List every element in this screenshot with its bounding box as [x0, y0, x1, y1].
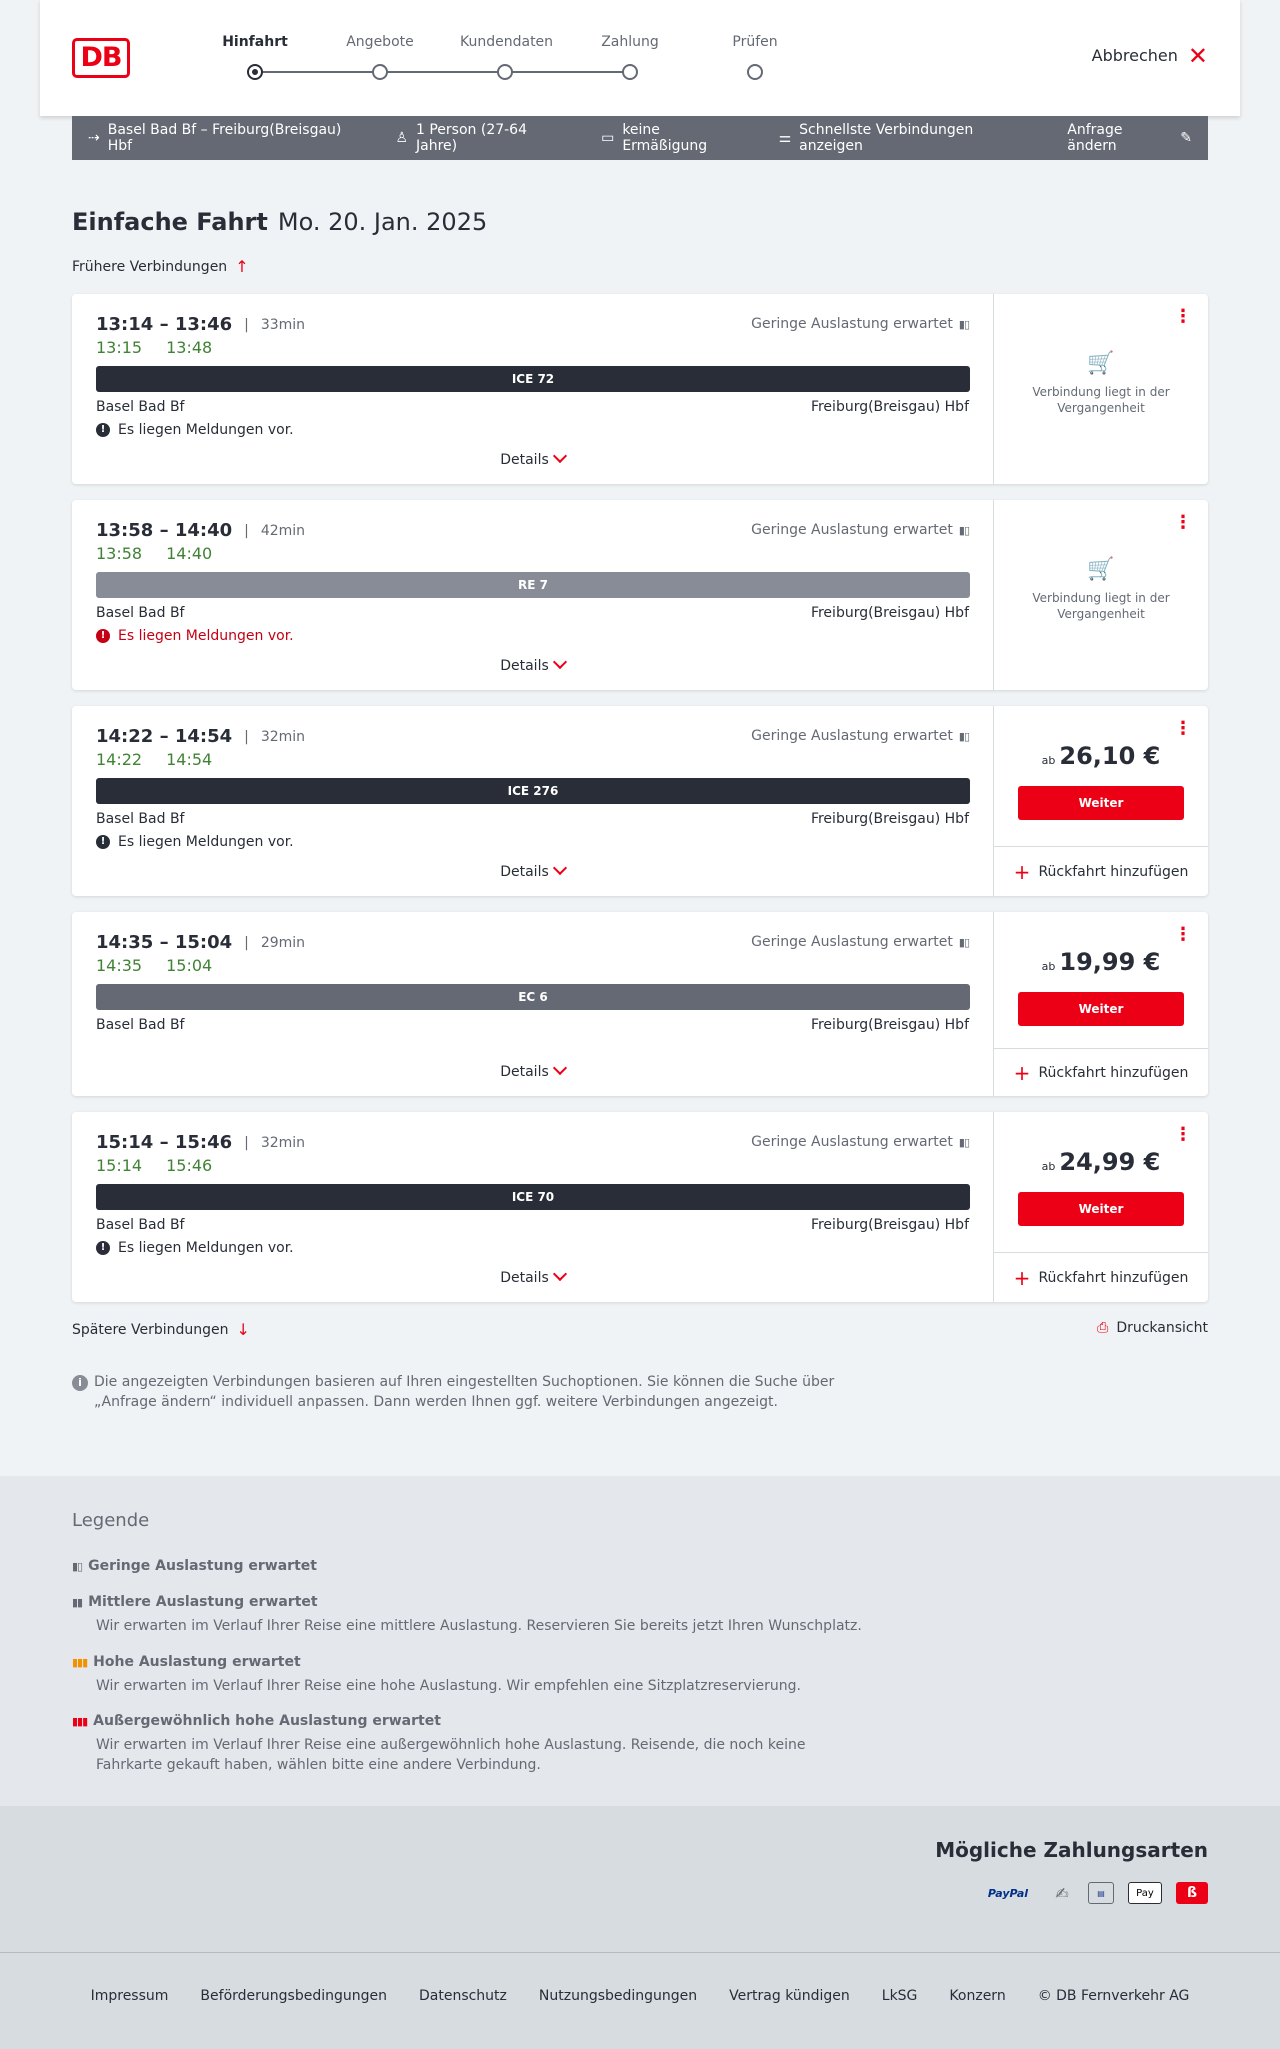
past-connection-notice [994, 557, 1208, 622]
duration: 42min [260, 522, 306, 539]
footer-link-lksg[interactable]: LkSG [881, 1988, 918, 2004]
connection-card [72, 706, 1208, 896]
legend-item-title [72, 1654, 872, 1670]
connection-card [72, 912, 1208, 1096]
sliders-icon: ⚌ [778, 130, 792, 146]
connection-card [72, 1112, 1208, 1302]
step-dot [622, 64, 638, 80]
legend-item-title [72, 1594, 872, 1610]
realtime-times [96, 750, 212, 769]
more-options-icon[interactable]: ⋮ [1174, 1124, 1192, 1145]
step-angebote [335, 34, 425, 80]
plus-icon: + [1013, 1265, 1031, 1290]
realtime-arrival: 15:46 [166, 1156, 213, 1175]
price [994, 1148, 1208, 1176]
cancel-button[interactable] [1091, 41, 1208, 70]
price-prefix: ab [1041, 1160, 1056, 1173]
realtime-departure: 14:22 [96, 750, 143, 769]
plus-icon: + [1013, 1060, 1031, 1085]
apple-pay-label: Pay [1136, 1887, 1154, 1899]
search-info-note [72, 1372, 852, 1412]
departure-station: Basel Bad Bf [96, 811, 185, 827]
details-label: Details [500, 658, 549, 674]
connection-info [72, 500, 994, 690]
passenger-summary [395, 122, 567, 154]
route-text: Basel Bad Bf – Freiburg(Breisgau) Hbf [107, 122, 342, 154]
connection-info [72, 912, 994, 1096]
alert-icon: ! [96, 835, 110, 849]
step-hinfahrt [210, 34, 300, 80]
realtime-departure: 14:35 [96, 956, 143, 975]
connection-times [96, 520, 305, 541]
later-connections-link[interactable] [72, 1320, 250, 1339]
add-return-label: Rückfahrt hinzufügen [1038, 863, 1189, 880]
info-text: Die angezeigten Verbindungen basieren auf Ihren eingestellten Suchoptionen. Sie können die Suche über „Anfrage ändern“ individuell anpassen. Dann werden Ihnen ggf. weitere Verbindungen angezeigt. [94, 1374, 835, 1410]
close-icon: ✕ [1187, 41, 1208, 70]
details-label: Details [500, 1270, 549, 1286]
continue-button[interactable]: Weiter [1018, 992, 1184, 1026]
db-card-icon: ß [1176, 1882, 1208, 1904]
train-bar[interactable]: ICE 72 [96, 366, 970, 392]
occupancy-medium-icon: ▮▮ [72, 1595, 83, 1609]
departure-station: Basel Bad Bf [96, 1017, 185, 1033]
notice-text: Es liegen Meldungen vor. [118, 834, 294, 850]
duration: 32min [260, 728, 306, 745]
occupancy-info[interactable] [751, 522, 969, 538]
price-prefix: ab [1041, 960, 1056, 973]
details-toggle[interactable] [72, 1270, 993, 1286]
step-dot [747, 64, 763, 80]
change-request-button[interactable] [1067, 122, 1192, 154]
price-prefix: ab [1041, 754, 1056, 767]
details-toggle[interactable] [72, 864, 993, 880]
add-return-label: Rückfahrt hinzufügen [1038, 1064, 1189, 1081]
info-icon: i [72, 1375, 88, 1391]
more-options-icon[interactable]: ⋮ [1174, 718, 1192, 739]
duration: 29min [260, 934, 306, 951]
occupancy-info[interactable] [751, 934, 969, 950]
footer-link-vertrag-kuendigen[interactable]: Vertrag kündigen [729, 1988, 850, 2004]
legend-item-high [72, 1654, 872, 1696]
price [994, 948, 1208, 976]
travel-date: Mo. 20. Jan. 2025 [277, 208, 488, 236]
notice-text: Es liegen Meldungen vor. [118, 422, 294, 438]
past-connection-notice [994, 351, 1208, 416]
cancel-label: Abbrechen [1091, 46, 1178, 65]
train-bar[interactable]: EC 6 [96, 984, 970, 1010]
connection-times [96, 932, 305, 953]
occupancy-low-icon: ▮▯ [958, 729, 969, 743]
price-value: 24,99 € [1059, 1148, 1161, 1176]
notice [96, 1240, 294, 1256]
occupancy-low-icon: ▮▯ [958, 935, 969, 949]
plus-icon: + [1013, 859, 1031, 884]
legend-item-desc: Wir erwarten im Verlauf Ihrer Reise eine mittlere Auslastung. Reservieren Sie bereits jetzt Ihren Wunschplatz. [96, 1618, 862, 1634]
person-icon: ♙ [395, 130, 408, 146]
step-dot [247, 64, 263, 80]
option-text: Schnellste Verbindungen anzeigen [799, 122, 974, 154]
change-request-label: Anfrage ändern [1067, 122, 1123, 154]
planned-times: 14:35 – 15:04 [96, 932, 233, 953]
occupancy-text: Geringe Auslastung erwartet [751, 522, 953, 538]
occupancy-text: Geringe Auslastung erwartet [751, 728, 953, 744]
legend-item-label: Hohe Auslastung erwartet [93, 1654, 301, 1670]
arrow-down-icon: ↓ [236, 1320, 250, 1339]
notice [96, 422, 294, 438]
passenger-text: 1 Person (27-64 Jahre) [416, 122, 527, 154]
steps-line [250, 71, 625, 73]
occupancy-very-high-icon: ▮▮▮ [72, 1714, 88, 1728]
arrow-up-icon: ↑ [235, 257, 249, 276]
legend-item-medium [72, 1594, 872, 1636]
occupancy-high-icon: ▮▮▮ [72, 1655, 88, 1669]
pencil-icon: ✎ [1180, 130, 1192, 146]
progress-steps [210, 34, 778, 84]
train-bar[interactable]: ICE 70 [96, 1184, 970, 1210]
legend-item-label: Mittlere Auslastung erwartet [88, 1594, 318, 1610]
occupancy-text: Geringe Auslastung erwartet [751, 316, 953, 332]
trip-type: Einfache Fahrt [72, 208, 268, 236]
realtime-times [96, 544, 212, 563]
connection-info [72, 706, 994, 896]
alert-icon: ! [96, 1241, 110, 1255]
price [994, 742, 1208, 770]
realtime-arrival: 14:40 [166, 544, 213, 563]
step-label: Prüfen [732, 34, 778, 50]
train-bar[interactable]: ICE 276 [96, 778, 970, 804]
footer [0, 1952, 1280, 2049]
footer-link-befoerderungsbedingungen[interactable]: Beförderungsbedingungen [200, 1988, 387, 2004]
occupancy-low-icon: ▮▯ [72, 1559, 83, 1573]
planned-times: 15:14 – 15:46 [96, 1132, 233, 1153]
step-zahlung [585, 34, 675, 80]
step-label: Hinfahrt [222, 34, 288, 50]
chevron-down-icon [553, 861, 567, 875]
realtime-times [96, 956, 212, 975]
duration: 33min [260, 316, 306, 333]
connection-card [72, 500, 1208, 690]
arrival-station: Freiburg(Breisgau) Hbf [810, 1217, 969, 1233]
step-label: Kundendaten [460, 34, 554, 50]
continue-button[interactable]: Weiter [1018, 786, 1184, 820]
earlier-connections-link[interactable] [72, 257, 249, 276]
details-toggle[interactable] [72, 452, 993, 468]
occupancy-low-icon: ▮▯ [958, 1135, 969, 1149]
discount-summary [601, 122, 745, 154]
offer-panel [994, 294, 1208, 484]
details-label: Details [500, 864, 549, 880]
step-label: Zahlung [601, 34, 659, 50]
details-label: Details [500, 452, 549, 468]
offer-panel [994, 912, 1208, 1096]
option-summary [779, 122, 1034, 154]
departure-station: Basel Bad Bf [96, 399, 185, 415]
chevron-down-icon [553, 1267, 567, 1281]
step-dot [497, 64, 513, 80]
connection-times [96, 1132, 305, 1153]
arrival-station: Freiburg(Breisgau) Hbf [810, 399, 969, 415]
later-connections-label: Spätere Verbindungen [72, 1321, 229, 1338]
footer-link-nutzungsbedingungen[interactable]: Nutzungsbedingungen [538, 1988, 698, 2004]
route-summary [88, 122, 361, 154]
details-label: Details [500, 1064, 549, 1080]
connection-times [96, 726, 305, 747]
duration: 32min [260, 1134, 306, 1151]
apple-pay-icon [1128, 1882, 1162, 1904]
alert-icon: ! [96, 423, 110, 437]
continue-button[interactable]: Weiter [1018, 1192, 1184, 1226]
separator: | [244, 728, 249, 745]
add-return-button[interactable] [994, 1048, 1208, 1096]
realtime-times [96, 1156, 212, 1175]
step-dot [372, 64, 388, 80]
realtime-departure: 13:15 [96, 338, 143, 357]
header [40, 0, 1240, 116]
past-text: Verbindung liegt in der Vergangenheit [1032, 385, 1170, 415]
db-logo[interactable]: DB [72, 38, 130, 78]
footer-link-konzern[interactable]: Konzern [949, 1988, 1006, 2004]
page-title [72, 208, 487, 236]
notice-text: Es liegen Meldungen vor. [118, 628, 294, 644]
notice [96, 834, 294, 850]
more-options-icon[interactable]: ⋮ [1174, 512, 1192, 533]
legend-item-low [72, 1558, 872, 1574]
occupancy-low-icon: ▮▯ [958, 317, 969, 331]
chevron-down-icon [553, 655, 567, 669]
separator: | [244, 522, 249, 539]
legend-title: Legende [72, 1510, 150, 1531]
footer-copyright: © DB Fernverkehr AG [1037, 1988, 1190, 2004]
footer-link-impressum[interactable]: Impressum [90, 1988, 169, 2004]
step-kundendaten [460, 34, 554, 80]
footer-link-datenschutz[interactable]: Datenschutz [418, 1988, 507, 2004]
separator: | [244, 1134, 249, 1151]
payment-methods-title: Mögliche Zahlungsarten [935, 1838, 1208, 1862]
print-view-label: Druckansicht [1116, 1320, 1208, 1336]
separator: | [244, 316, 249, 333]
legend-item-title [72, 1713, 872, 1729]
past-text: Verbindung liegt in der Vergangenheit [1032, 591, 1170, 621]
realtime-departure: 15:14 [96, 1156, 143, 1175]
planned-times: 13:14 – 13:46 [96, 314, 233, 335]
realtime-times [96, 338, 212, 357]
details-toggle[interactable] [72, 1064, 993, 1080]
connection-info [72, 1112, 994, 1302]
price-value: 26,10 € [1059, 742, 1161, 770]
payment-icons [980, 1882, 1208, 1904]
route-arrow-icon: ⇢ [88, 130, 100, 146]
card-icon: ▭ [601, 130, 615, 146]
legend-item-label: Außergewöhnlich hohe Auslastung erwartet [93, 1713, 441, 1729]
direct-debit-icon: ✍ [1055, 1883, 1069, 1903]
connection-times [96, 314, 305, 335]
chevron-down-icon [553, 449, 567, 463]
footer-links [0, 1988, 1280, 2004]
occupancy-text: Geringe Auslastung erwartet [751, 1134, 953, 1150]
legend-item-very-high [72, 1713, 872, 1775]
planned-times: 13:58 – 14:40 [96, 520, 233, 541]
legend-item-title [72, 1558, 872, 1574]
separator: | [244, 934, 249, 951]
discount-text: keine Ermäßigung [622, 122, 708, 154]
step-pruefen [710, 34, 800, 80]
step-label: Angebote [346, 34, 414, 50]
realtime-departure: 13:58 [96, 544, 143, 563]
add-return-button[interactable] [994, 1252, 1208, 1302]
notice-text: Es liegen Meldungen vor. [118, 1240, 294, 1256]
occupancy-info[interactable] [751, 728, 969, 744]
legend-item-label: Geringe Auslastung erwartet [88, 1558, 317, 1574]
legend-item-desc: Wir erwarten im Verlauf Ihrer Reise eine hohe Auslastung. Wir empfehlen eine Sitzplatzreservierung. [96, 1678, 801, 1694]
paypal-icon: PayPal [987, 1886, 1029, 1900]
departure-station: Basel Bad Bf [96, 605, 185, 621]
occupancy-low-icon: ▮▯ [958, 523, 969, 537]
more-options-icon[interactable]: ⋮ [1174, 306, 1192, 327]
train-bar[interactable]: RE 7 [96, 572, 970, 598]
add-return-label: Rückfahrt hinzufügen [1038, 1269, 1189, 1286]
occupancy-info[interactable] [751, 1134, 969, 1150]
notice [96, 628, 294, 644]
legend-section [0, 1476, 1280, 1806]
printer-icon: ⎙ [1097, 1320, 1109, 1336]
cart-unavailable-icon: 🛒 [1087, 351, 1115, 376]
price-value: 19,99 € [1059, 948, 1161, 976]
sepa-icon: ▤ [1088, 1882, 1114, 1904]
arrival-station: Freiburg(Breisgau) Hbf [810, 1017, 969, 1033]
legend-item-desc: Wir erwarten im Verlauf Ihrer Reise eine außergewöhnlich hohe Auslastung. Reisende, die noch keine Fahrkarte gekauft haben, wählen bitte eine andere Verbindung. [96, 1737, 806, 1773]
search-summary-bar [72, 116, 1208, 160]
cart-unavailable-icon: 🛒 [1087, 557, 1115, 582]
departure-station: Basel Bad Bf [96, 1217, 185, 1233]
realtime-arrival: 13:48 [166, 338, 213, 357]
details-toggle[interactable] [72, 658, 993, 674]
chevron-down-icon [553, 1061, 567, 1075]
arrival-station: Freiburg(Breisgau) Hbf [810, 811, 969, 827]
planned-times: 14:22 – 14:54 [96, 726, 233, 747]
print-view-link[interactable] [1097, 1320, 1208, 1336]
arrival-station: Freiburg(Breisgau) Hbf [810, 605, 969, 621]
realtime-arrival: 15:04 [166, 956, 213, 975]
offer-panel [994, 500, 1208, 690]
more-options-icon[interactable]: ⋮ [1174, 924, 1192, 945]
add-return-button[interactable] [994, 846, 1208, 896]
connection-card [72, 294, 1208, 484]
earlier-connections-label: Frühere Verbindungen [72, 258, 228, 275]
payment-methods-section [0, 1806, 1280, 1952]
offer-panel [994, 1112, 1208, 1302]
alert-icon: ! [96, 629, 110, 643]
connection-info [72, 294, 994, 484]
offer-panel [994, 706, 1208, 896]
occupancy-text: Geringe Auslastung erwartet [751, 934, 953, 950]
occupancy-info[interactable] [751, 316, 969, 332]
realtime-arrival: 14:54 [166, 750, 213, 769]
